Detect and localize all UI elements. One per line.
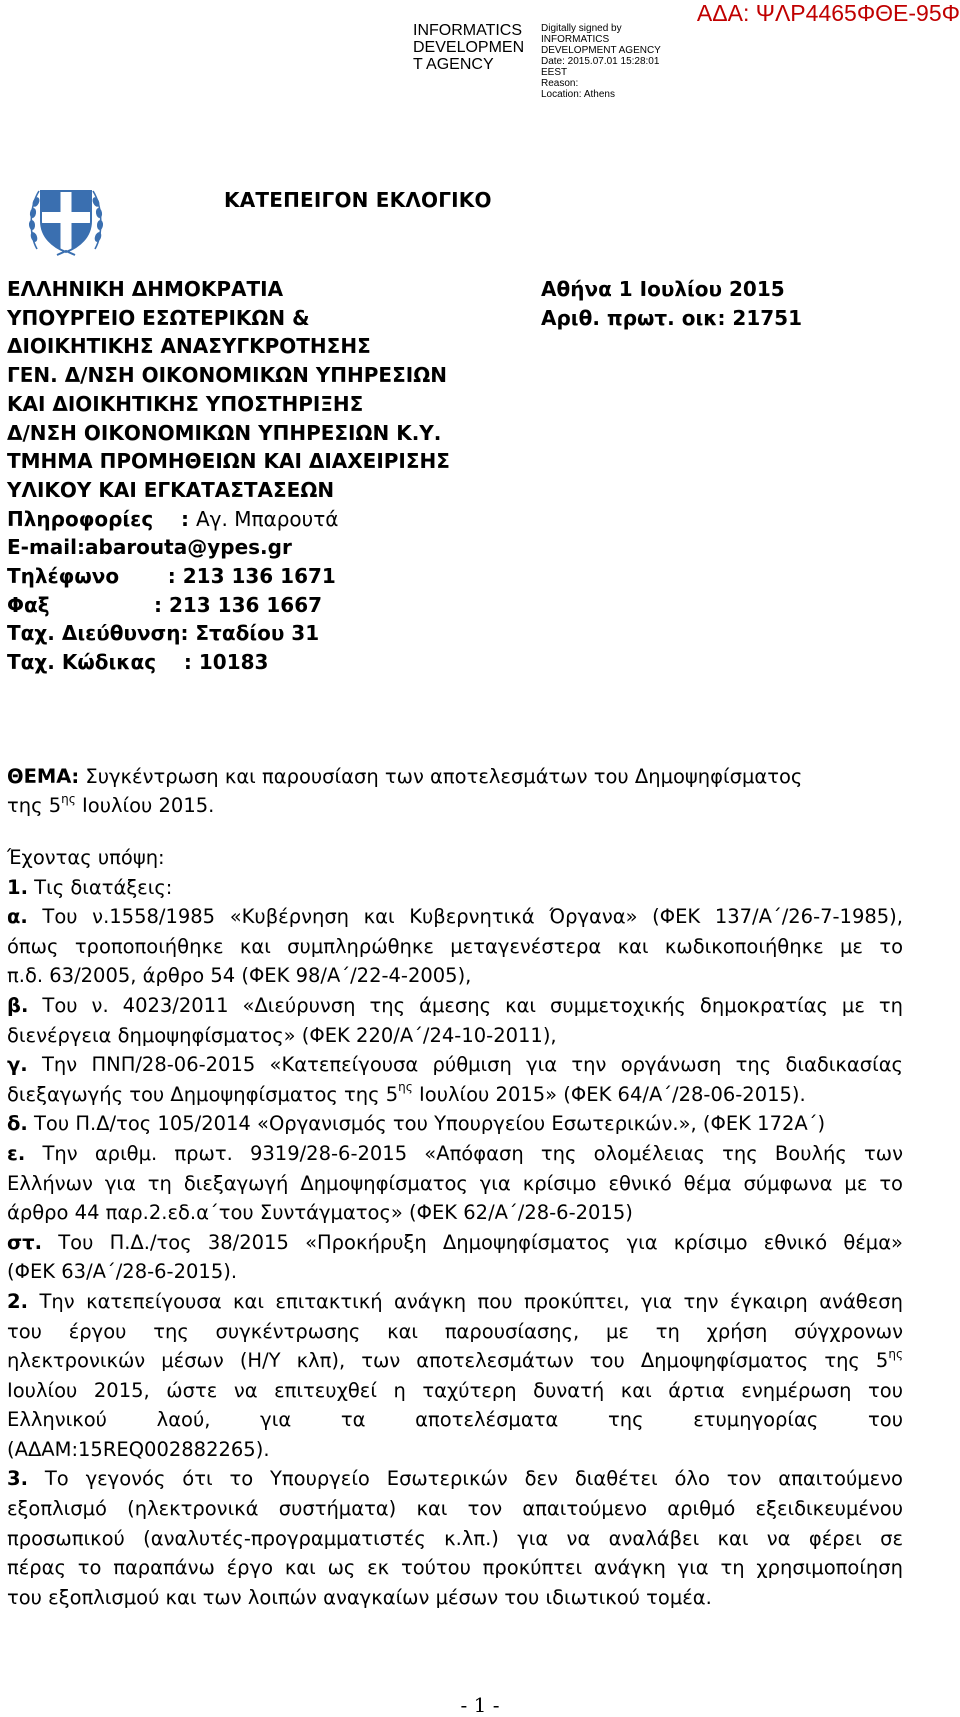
contact-info-line bbox=[7, 505, 450, 534]
item-label: α. bbox=[7, 905, 28, 929]
item-text: διεξαγωγής του Δημοψηφίσματος της 5 bbox=[7, 1082, 399, 1106]
signature-detail-line: Digitally signed by bbox=[541, 23, 622, 34]
item-text: Του Π.Δ./τος 38/2015 «Προκήρυξη Δημοψηφίσματος για κρίσιμο εθνικό θέμα» bbox=[42, 1230, 903, 1254]
item-label: ε. bbox=[7, 1141, 26, 1165]
signature-details bbox=[541, 23, 661, 100]
contact-info-label: Πληροφορίες : bbox=[7, 506, 196, 531]
paragraph-2 bbox=[7, 1287, 903, 1317]
subject-text: Ιουλίου 2015. bbox=[75, 794, 215, 817]
item-text: Την κατεπείγουσα και επιτακτική ανάγκη που προκύπτει, για την έγκαιρη ανάθεση bbox=[27, 1289, 903, 1313]
sender-line: ΥΛΙΚΟΥ ΚΑΙ ΕΓΚΑΤΑΣΤΑΣΕΩΝ bbox=[7, 477, 335, 502]
provision-a-cont: π.δ. 63/2005, άρθρο 54 (ΦΕΚ 98/Α΄/22-4-2005), bbox=[7, 964, 472, 988]
sender-block bbox=[7, 275, 450, 677]
document-body bbox=[7, 843, 903, 1612]
provision-e-cont: Ελλήνων για τη διεξαγωγή Δημοψηφίσματος για κρίσιμο εθνικό θέμα σύμφωνα με το bbox=[7, 1171, 903, 1195]
provision-f-cont: (ΦΕΚ 63/Α΄/28-6-2015). bbox=[7, 1260, 238, 1284]
paragraph-3 bbox=[7, 1464, 903, 1494]
provision-c bbox=[7, 1050, 903, 1080]
provision-d bbox=[7, 1109, 903, 1139]
date-protocol-block bbox=[541, 275, 802, 332]
sender-line: ΓΕΝ. Δ/ΝΣΗ ΟΙΚΟΝΟΜΙΚΩΝ ΥΠΗΡΕΣΙΩΝ bbox=[7, 363, 447, 388]
contact-email: E-mail:abarouta@ypes.gr bbox=[7, 535, 292, 560]
contact-fax: Φαξ : 213 136 1667 bbox=[7, 592, 323, 617]
paragraph-3-cont: πέρας το παραπάνω έργο και ως εκ τούτου προκύπτει ανάγκη για τη χρησιμοποίηση bbox=[7, 1556, 903, 1580]
contact-person: Αγ. Μπαρουτά bbox=[195, 506, 339, 531]
signature-name-line: INFORMATICS bbox=[413, 22, 523, 39]
subject-label: ΘΕΜΑ: bbox=[7, 765, 80, 788]
contact-phone: Τηλέφωνο : 213 136 1671 bbox=[7, 564, 336, 589]
signature-detail-line: EEST bbox=[541, 67, 568, 78]
item-text: ηλεκτρονικών μέσων (Η/Υ κλπ), των αποτελεσμάτων του Δημοψηφίσματος της 5 bbox=[7, 1349, 889, 1373]
provision-b bbox=[7, 991, 903, 1021]
item-text: Ιουλίου 2015» (ΦΕΚ 64/Α΄/28-06-2015). bbox=[412, 1082, 806, 1106]
considering-heading: Έχοντας υπόψη: bbox=[7, 846, 165, 869]
paragraph-3-cont: του εξοπλισμού και των λοιπών αναγκαίων μέσων του ιδιωτικού τομέα. bbox=[7, 1585, 712, 1609]
urgent-title: ΚΑΤΕΠΕΙΓΟΝ ΕΚΛΟΓΙΚΟ bbox=[224, 188, 492, 212]
digital-signature-stamp bbox=[413, 22, 661, 100]
sender-line: ΤΜΗΜΑ ΠΡΟΜΗΘΕΙΩΝ ΚΑΙ ΔΙΑΧΕΙΡΙΣΗΣ bbox=[7, 449, 450, 474]
item-number: 2. bbox=[7, 1289, 28, 1313]
signature-detail-line: Location: Athens bbox=[541, 89, 615, 100]
signature-name bbox=[413, 22, 535, 100]
paragraph-3-cont: εξοπλισμό (ηλεκτρονικά συστήματα) και τον απαιτούμενο αριθμό εξειδικευμένου bbox=[7, 1497, 903, 1521]
paragraph-3-cont: προσωπικού (αναλυτές-προγραμματιστές κ.λπ.) για να αναλάβει και να φέρει σε bbox=[7, 1526, 903, 1550]
ada-code: ΑΔΑ: ΨΛΡ4465ΦΘΕ-95Φ bbox=[696, 0, 960, 26]
item-text: Του ν. 4023/2011 «Διεύρυνση της άμεσης και συμμετοχικής δημοκρατίας με τη bbox=[28, 993, 903, 1017]
provision-e bbox=[7, 1139, 903, 1169]
item-label: δ. bbox=[7, 1112, 28, 1136]
item-label: γ. bbox=[7, 1053, 28, 1077]
sender-line: Δ/ΝΣΗ ΟΙΚΟΝΟΜΙΚΩΝ ΥΠΗΡΕΣΙΩΝ Κ.Υ. bbox=[7, 420, 442, 445]
signature-detail-line: INFORMATICS bbox=[541, 34, 610, 45]
provision-f bbox=[7, 1228, 903, 1258]
subject-line bbox=[7, 762, 897, 791]
signature-detail-line: DEVELOPMENT AGENCY bbox=[541, 45, 661, 56]
provision-e-cont: άρθρο 44 παρ.2.εδ.α΄του Συντάγματος» (ΦΕΚ 62/Α΄/28-6-2015) bbox=[7, 1201, 633, 1225]
signature-detail-line: Date: 2015.07.01 15:28:01 bbox=[541, 56, 660, 67]
paragraph-2-cont: Ιουλίου 2015, ώστε να επιτευχθεί η ταχύτερη δυνατή και άρτια ενημέρωση του bbox=[7, 1378, 903, 1402]
greek-state-emblem-icon bbox=[27, 177, 105, 259]
postal-code: Ταχ. Κώδικας : 10183 bbox=[7, 650, 269, 675]
provision-b-cont: διενέργεια δημοψηφίσματος» (ΦΕΚ 220/Α΄/24-10-2011), bbox=[7, 1023, 557, 1047]
ordinal-suffix: ης bbox=[398, 1080, 413, 1095]
sender-line: ΥΠΟΥΡΓΕΙΟ ΕΣΩΤΕΡΙΚΩΝ & bbox=[7, 305, 310, 330]
page-number: - 1 - bbox=[460, 1693, 500, 1717]
paragraph-1 bbox=[7, 873, 903, 903]
item-label: στ. bbox=[7, 1230, 43, 1254]
item-text: Του ν.1558/1985 «Κυβέρνηση και Κυβερνητικά Όργανα» (ΦΕΚ 137/Α΄/26-7-1985), bbox=[27, 905, 903, 929]
ordinal-suffix: ης bbox=[888, 1346, 903, 1361]
item-text: Την ΠΝΠ/28-06-2015 «Κατεπείγουσα ρύθμιση για την οργάνωση της διαδικασίας bbox=[27, 1053, 903, 1077]
item-label: β. bbox=[7, 993, 29, 1017]
subject-line bbox=[7, 791, 897, 820]
subject-block bbox=[7, 762, 897, 820]
paragraph-2-cont: Ελληνικού λαού, για τα αποτελέσματα της ετυμηγορίας του bbox=[7, 1408, 903, 1432]
item-number: 1. bbox=[7, 875, 28, 899]
subject-text: Συγκέντρωση και παρουσίαση των αποτελεσμάτων του Δημοψηφίσματος bbox=[79, 765, 803, 788]
signature-name-line: T AGENCY bbox=[413, 56, 494, 73]
provision-a-cont: όπως τροποποιήθηκε και συμπληρώθηκε μεταγενέστερα και κωδικοποιήθηκε με το bbox=[7, 934, 903, 958]
item-text: Το γεγονός ότι το Υπουργείο Εσωτερικών δεν διαθέτει όλο τον απαιτούμενο bbox=[27, 1467, 903, 1491]
provision-c-cont bbox=[7, 1080, 903, 1110]
ordinal-suffix: ης bbox=[61, 791, 76, 806]
document-date: Αθήνα 1 Ιουλίου 2015 bbox=[541, 277, 785, 301]
item-text: Τις διατάξεις: bbox=[27, 875, 173, 899]
item-text: Την αριθμ. πρωτ. 9319/28-6-2015 «Απόφαση της ολομέλειας της Βουλής των bbox=[25, 1141, 903, 1165]
sender-line: ΚΑΙ ΔΙΟΙΚΗΤΙΚΗΣ ΥΠΟΣΤΗΡΙΞΗΣ bbox=[7, 391, 364, 416]
sender-line: ΔΙΟΙΚΗΤΙΚΗΣ ΑΝΑΣΥΓΚΡΟΤΗΣΗΣ bbox=[7, 334, 371, 359]
sender-line: ΕΛΛΗΝΙΚΗ ΔΗΜΟΚΡΑΤΙΑ bbox=[7, 277, 284, 301]
provision-a bbox=[7, 902, 903, 932]
protocol-number: Αριθ. πρωτ. οικ: 21751 bbox=[541, 305, 803, 330]
signature-name-line: DEVELOPMEN bbox=[413, 39, 525, 56]
item-text: Του Π.Δ/τος 105/2014 «Οργανισμός του Υπουργείου Εσωτερικών.», (ΦΕΚ 172Α΄) bbox=[27, 1112, 826, 1136]
subject-text: της 5 bbox=[7, 794, 62, 817]
paragraph-2-cont: (ΑΔΑΜ:15REQ002882265). bbox=[7, 1437, 270, 1461]
postal-address: Ταχ. Διεύθυνση: Σταδίου 31 bbox=[7, 621, 320, 646]
paragraph-2-cont: του έργου της συγκέντρωσης και παρουσίασης, με τη χρήση σύγχρονων bbox=[7, 1319, 903, 1343]
signature-detail-line: Reason: bbox=[541, 78, 579, 89]
item-number: 3. bbox=[7, 1467, 28, 1491]
paragraph-2-cont bbox=[7, 1346, 903, 1376]
